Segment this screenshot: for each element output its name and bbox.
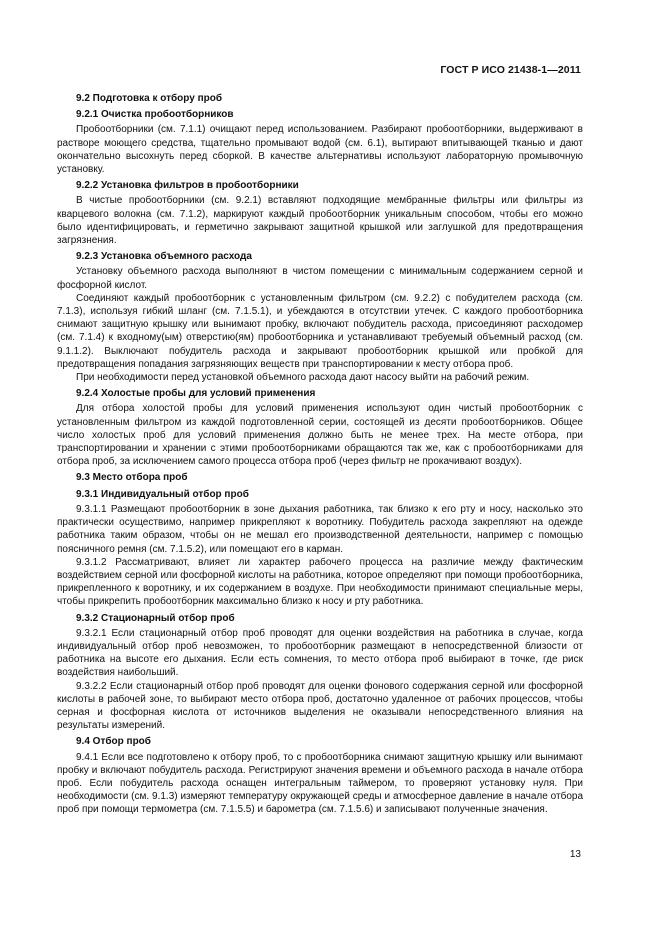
paragraph: Пробоотборники (см. 7.1.1) очищают перед использованием. Разбирают пробоотборники, выдерживают в растворе моющего средства, тщательно промывают водой (см. 6.1), вытирают впитывающей тканью и дают окончательно высохнуть перед сборкой. В качестве альтернативы используют лабораторную промывочную установку. [57, 124, 583, 176]
paragraph: 9.3.2.2 Если стационарный отбор проб проводят для оценки фонового содержания серной или фосфорной кислоты в рабочей зоне, то выбирают место отбора проб, достаточно удаленное от рабочих процессов, чтобы серная и фосфорная кислота от источников выделения не оказывали непосредственного влияния на результаты измерений. [57, 680, 583, 732]
paragraph: Установку объемного расхода выполняют в чистом помещении с минимальным содержанием серной и фосфорной кислот. [57, 266, 583, 291]
section-heading: 9.4 Отбор проб [76, 736, 151, 748]
document-header: ГОСТ Р ИСО 21438-1—2011 [440, 64, 581, 76]
paragraph: Соединяют каждый пробоотборник с установленным фильтром (см. 9.2.2) с побудителем расхода (см. 7.1.3), используя гибкий шланг (см. 7.1.5.1), и убеждаются в отсутствии утечек. С каждого пробоотборника снимают защитную крышку или вынимают пробку, включают побудитель расхода, присоединяют расходомер (см. 7.1.4) к входному(ым) отверстию(ям) пробоотборника и устанавливают требуемый объемный расход (см. 9.1.1.2). Выключают побудитель расхода и закрывают пробоотборник крышкой или пробкой для предотвращения попадания загрязняющих веществ при транспортировании к месту отбора проб. [57, 292, 583, 370]
subsection-heading: 9.3.2 Стационарный отбор проб [76, 612, 235, 624]
section-heading: 9.3 Место отбора проб [76, 472, 188, 484]
paragraph: 9.3.1.1 Размещают пробоотборник в зоне дыхания работника, так близко к его рту и носу, насколько это практически осуществимо, например прикрепляют к воротнику. Побудитель расхода закрепляют на одежде работника таким образом, чтобы он не мешал его производственной деятельности, например с помощью поясничного ремня (см. 7.1.5.2), или помещают его в карман. [57, 503, 583, 555]
page-number: 13 [569, 849, 581, 860]
subsection-heading: 9.3.1 Индивидуальный отбор проб [76, 488, 249, 500]
paragraph: 9.3.2.1 Если стационарный отбор проб проводят для оценки воздействия на работника в случае, когда индивидуальный отбор проб невозможен, то пробоотборник размещают в непосредственной близости от работника на высоте его дыхания. Если есть сомнения, то место отбора проб выбирают в точке, где риск воздействия наибольший. [57, 627, 583, 679]
subsection-heading: 9.2.3 Установка объемного расхода [76, 251, 252, 263]
paragraph: 9.4.1 Если все подготовлено к отбору проб, то с пробоотборника снимают защитную крышку или вынимают пробку и включают побудитель расхода. Регистрируют значения времени и объемного расхода в начале отбора проб. Если побудитель расхода оснащен интегральным таймером, то проверяют установку нуля. При необходимости (см. 9.1.3) измеряют температуру окружающей среды и атмосферное давление в начале отбора проб при помощи термометра (см. 7.1.5.5) и барометра (см. 7.1.5.6) и записывают полученные значения. [57, 751, 583, 816]
subsection-heading: 9.2.1 Очистка пробоотборников [76, 109, 234, 121]
paragraph: При необходимости перед установкой объемного расхода дают насосу выйти на рабочий режим. [76, 372, 530, 384]
subsection-heading: 9.2.4 Холостые пробы для условий применения [76, 388, 316, 400]
section-heading: 9.2 Подготовка к отбору проб [76, 93, 223, 104]
paragraph: 9.3.1.2 Рассматривают, влияет ли характер рабочего процесса на различие между фактическим воздействием серной или фосфорной кислоты на работника, которое определяют при помощи пробоотборника, прикрепленного к воротнику, и их содержанием в воздухе. При необходимости принимают специальные меры, чтобы прикрепить пробоотборник максимально близко к носу и рту работника. [57, 556, 583, 608]
paragraph: В чистые пробоотборники (см. 9.2.1) вставляют подходящие мембранные фильтры или фильтры из кварцевого волокна (см. 7.1.2), маркируют каждый пробоотборник уникальным способом, чтобы его можно было идентифицировать, и герметично закрывают защитной крышкой или заглушкой для предотвращения загрязнения. [57, 195, 583, 247]
paragraph: Для отбора холостой пробы для условий применения используют один чистый пробоотборник с установленным фильтром из каждой подготовленной серии, состоящей из десяти пробоотборников. Общее число холостых проб для условий применения должно быть не менее трех. На месте отбора, при транспортировании и хранении с этими пробоотборниками обращаются так же, как с пробоотборниками для отбора проб, за исключением самого процесса отбора проб (через фильтр не прокачивают воздух). [57, 403, 583, 468]
subsection-heading: 9.2.2 Установка фильтров в пробоотборники [76, 180, 299, 192]
document-body [57, 92, 583, 817]
